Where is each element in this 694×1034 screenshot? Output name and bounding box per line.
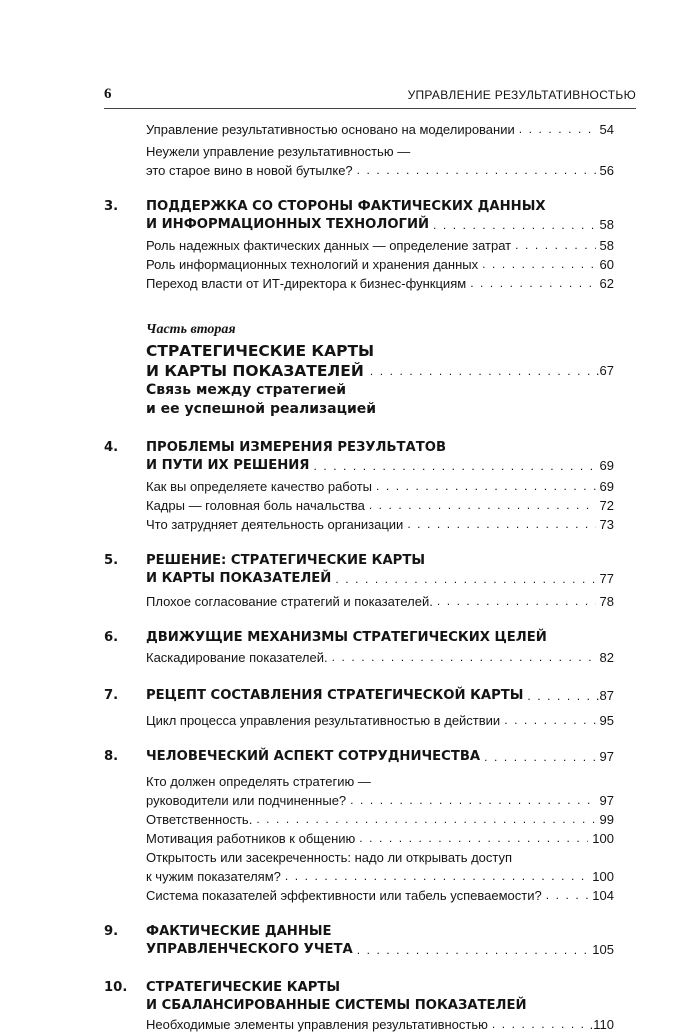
toc-entry[interactable] (146, 1015, 614, 1034)
dot-leader (350, 791, 595, 810)
toc-entry[interactable] (146, 496, 614, 515)
dot-leader (437, 592, 596, 611)
dot-leader (470, 274, 595, 293)
toc-entry-page: 100 (592, 869, 614, 884)
chapter-title-line1 (146, 748, 614, 766)
chapter-page: 58 (599, 217, 614, 232)
toc-entry-text-line1: Неужели управление результативностью — (146, 144, 411, 159)
toc-entry[interactable] (146, 274, 614, 293)
toc-entry-text: Что затрудняет деятельность организации (146, 517, 404, 532)
dot-leader (376, 477, 596, 496)
dot-leader (313, 457, 595, 475)
toc-entry[interactable] (146, 161, 614, 180)
chapter-3[interactable] (104, 198, 614, 234)
chapter-title-text: РЕЦЕПТ СОСТАВЛЕНИЯ СТРАТЕГИЧЕСКОЙ КАРТЫ (146, 688, 524, 703)
chapter-title-line2 (146, 216, 614, 234)
toc-entry-text: Управление результативностью основано на моделировании (146, 122, 515, 137)
chapter-page: .87 (595, 688, 614, 703)
chapter-5[interactable] (104, 552, 614, 588)
chapter-title-line1: ДВИЖУЩИЕ МЕХАНИЗМЫ СТРАТЕГИЧЕСКИХ ЦЕЛЕЙ (146, 630, 547, 645)
chapter-9[interactable] (104, 923, 614, 959)
toc-entry-text-line1: Открытость или засекреченность: надо ли открывать доступ (146, 850, 513, 865)
toc-entry-page: 104 (592, 888, 614, 903)
chapter-title-line1: ПРОБЛЕМЫ ИЗМЕРЕНИЯ РЕЗУЛЬТАТОВ (146, 440, 447, 455)
toc-entry-text: Кадры — головная боль начальства (146, 498, 365, 513)
dot-leader (433, 216, 596, 234)
toc-entry-page: 100 (592, 831, 614, 846)
chapter-4[interactable] (104, 439, 614, 475)
chapter-title-text: УПРАВЛЕНЧЕСКОГО УЧЕТА (146, 942, 353, 957)
dot-leader (285, 867, 588, 886)
toc-entry-page: 97 (599, 793, 614, 808)
toc-entry[interactable] (146, 711, 614, 730)
toc-entry-text: руководители или подчиненные? (146, 793, 347, 808)
chapter-8[interactable] (104, 748, 614, 766)
running-title: УПРАВЛЕНИЕ РЕЗУЛЬТАТИВНОСТЬЮ (407, 88, 636, 102)
toc-entry[interactable] (146, 592, 614, 611)
dot-leader (357, 941, 589, 959)
chapter-10-entries (146, 1015, 614, 1034)
dot-leader (407, 515, 595, 534)
dot-leader (357, 161, 596, 180)
dot-leader (359, 829, 588, 848)
dot-leader (504, 711, 595, 730)
chapter-title-line2 (146, 941, 614, 959)
dot-leader (369, 496, 596, 515)
toc-entry[interactable] (146, 829, 614, 848)
toc-entry-text: Цикл процесса управления результативностью в действии (146, 713, 501, 728)
chapter-number: 3. (104, 199, 119, 214)
toc-entry-page: 60 (599, 257, 614, 272)
toc-entry-text: Роль надежных фактических данных — определение затрат (146, 238, 512, 253)
dot-leader (546, 886, 589, 905)
dot-leader (527, 687, 592, 705)
chapter-number: 7. (104, 688, 119, 703)
toc-entry-text: Каскадирование показателей. (146, 650, 328, 665)
chapter-8-entries (146, 772, 614, 905)
toc-entry[interactable] (146, 886, 614, 905)
dot-leader (332, 648, 596, 667)
dot-leader (482, 255, 595, 274)
toc-entry-page: 95 (599, 713, 614, 728)
toc-entry-page: 56 (599, 163, 614, 178)
toc-entry-text: Система показателей эффективности или табель успеваемости? (146, 888, 542, 903)
chapter-title-line1: СТРАТЕГИЧЕСКИЕ КАРТЫ (146, 980, 341, 995)
chapter-page: 77 (599, 571, 614, 586)
chapter-10[interactable] (104, 979, 614, 1015)
toc-entry[interactable] (146, 648, 614, 667)
dot-leader (484, 748, 595, 766)
toc-entry-text: Роль информационных технологий и хранения данных (146, 257, 479, 272)
toc-entry-text-line1: Кто должен определять стратегию — (146, 774, 371, 789)
table-of-contents (104, 120, 614, 1034)
toc-entry-page: 73 (599, 517, 614, 532)
chapter-number: 9. (104, 924, 119, 939)
toc-entry-page: 58 (599, 238, 614, 253)
chapter-title-line2: И СБАЛАНСИРОВАННЫЕ СИСТЕМЫ ПОКАЗАТЕЛЕЙ (146, 998, 527, 1013)
dot-leader (335, 570, 595, 588)
part-label: Часть вторая (146, 322, 236, 337)
page-header (104, 86, 636, 109)
dot-leader (519, 120, 596, 139)
toc-entry-text: Ответственность. (146, 812, 253, 827)
toc-entry-text: Плохое согласование стратегий и показателей. (146, 594, 433, 609)
chapter-5-entries (146, 592, 614, 611)
chapter-title-line1: ФАКТИЧЕСКИЕ ДАННЫЕ (146, 924, 332, 939)
chapter-number: 4. (104, 440, 119, 455)
chapter-title-line1: РЕШЕНИЕ: СТРАТЕГИЧЕСКИЕ КАРТЫ (146, 553, 425, 568)
toc-entry[interactable] (146, 515, 614, 534)
toc-entry[interactable] (146, 120, 614, 139)
chapter-6[interactable] (104, 629, 614, 647)
toc-entry-page: .110 (589, 1017, 614, 1032)
toc-group-top (146, 120, 614, 180)
toc-entry-text: Переход власти от ИТ-директора к бизнес-функциям (146, 276, 467, 291)
chapter-page: 69 (599, 458, 614, 473)
chapter-title-text: И ИНФОРМАЦИОННЫХ ТЕХНОЛОГИЙ (146, 217, 430, 232)
part-subtitle-line1: Связь между стратегией (146, 382, 347, 398)
chapter-number: 5. (104, 553, 119, 568)
toc-entry-page: 72 (599, 498, 614, 513)
chapter-title-text: И ПУТИ ИХ РЕШЕНИЯ (146, 458, 310, 473)
chapter-7-entries (146, 711, 614, 730)
chapter-title-text: И КАРТЫ ПОКАЗАТЕЛЕЙ (146, 571, 332, 586)
chapter-page: 97 (599, 749, 614, 764)
page-number: 6 (104, 86, 112, 102)
chapter-title-line1 (146, 687, 614, 705)
toc-entry-text: к чужим показателям? (146, 869, 281, 884)
chapter-title-line2 (146, 570, 614, 588)
dot-leader (370, 361, 594, 381)
chapter-3-entries (146, 236, 614, 293)
toc-entry[interactable] (146, 791, 614, 810)
toc-entry-page: 69 (599, 479, 614, 494)
chapter-number: 10. (104, 980, 128, 995)
toc-entry-page: 82 (599, 650, 614, 665)
toc-entry-page: 54 (599, 122, 614, 137)
chapter-6-entries (146, 648, 614, 667)
chapter-title-line2 (146, 457, 614, 475)
dot-leader (256, 810, 595, 829)
dot-leader (492, 1015, 586, 1034)
chapter-page: 105 (592, 942, 614, 957)
chapter-7[interactable] (104, 687, 614, 705)
toc-entry[interactable] (146, 255, 614, 274)
part-page: .67 (595, 363, 614, 378)
toc-entry-text: Как вы определяете качество работы (146, 479, 372, 494)
dot-leader (515, 236, 595, 255)
toc-entry-text: Мотивация работников к общению (146, 831, 356, 846)
toc-entry-text: Необходимые элементы управления результативностью (146, 1017, 488, 1032)
toc-entry-page: 62 (599, 276, 614, 291)
toc-entry[interactable] (146, 810, 614, 829)
toc-entry[interactable] (146, 867, 614, 886)
chapter-title-line1: ПОДДЕРЖКА СО СТОРОНЫ ФАКТИЧЕСКИХ ДАННЫХ (146, 199, 546, 214)
part-title-line1: СТРАТЕГИЧЕСКИЕ КАРТЫ (146, 342, 375, 360)
chapter-number: 6. (104, 630, 119, 645)
chapter-number: 8. (104, 749, 119, 764)
chapter-4-entries (146, 477, 614, 534)
part-title-line2 (146, 361, 614, 381)
toc-entry-page: 99 (599, 812, 614, 827)
part-title-text: И КАРТЫ ПОКАЗАТЕЛЕЙ (146, 362, 364, 380)
chapter-title-text: ЧЕЛОВЕЧЕСКИЙ АСПЕКТ СОТРУДНИЧЕСТВА (146, 749, 481, 764)
toc-entry-page: 78 (599, 594, 614, 609)
part-two[interactable] (104, 321, 614, 419)
part-subtitle-line2: и ее успешной реализацией (146, 401, 377, 417)
toc-entry-text: это старое вино в новой бутылке? (146, 163, 353, 178)
toc-entry[interactable] (146, 236, 614, 255)
toc-entry[interactable] (146, 477, 614, 496)
